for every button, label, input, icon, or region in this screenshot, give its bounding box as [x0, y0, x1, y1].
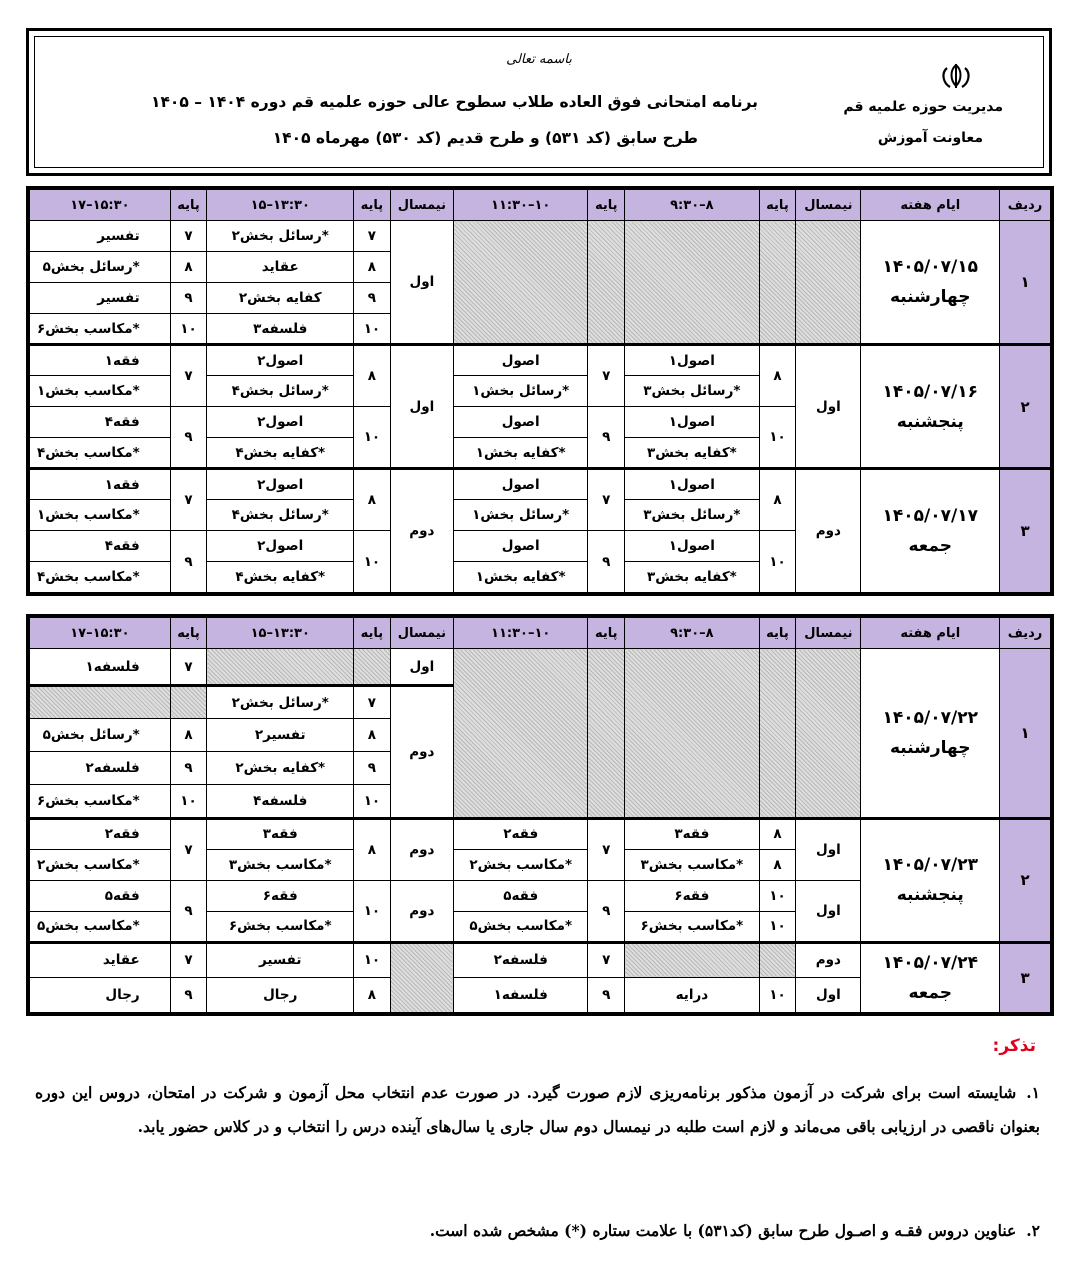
- course-cell: *مکاسب بخش۵: [30, 911, 171, 942]
- semester-cell: دوم: [796, 942, 861, 977]
- col-header-semester: نیمسال: [796, 618, 861, 649]
- iran-emblem-icon: [935, 63, 977, 89]
- course-cell: فقه۴: [30, 407, 171, 438]
- course-cell: تفسیر: [30, 283, 171, 314]
- level-cell: ۸: [170, 252, 207, 283]
- course-cell: *کفایه بخش۴: [207, 562, 354, 593]
- note-number: ۲.: [1026, 1221, 1040, 1240]
- level-cell: ۸: [759, 849, 796, 880]
- date-cell: [861, 942, 1000, 1012]
- course-cell: عقاید: [207, 252, 354, 283]
- course-cell: *مکاسب بخش۱: [30, 376, 171, 407]
- course-cell: *رسائل بخش۱: [453, 376, 588, 407]
- title-line-2: طرح سابق (کد ۵۳۱) و طرح قدیم (کد ۵۳۰) مهرماه ۱۴۰۵: [272, 129, 698, 147]
- col-header-level: پایه: [759, 618, 796, 649]
- level-cell: ۹: [170, 752, 207, 785]
- weekday: جمعه: [908, 536, 953, 556]
- course-cell: *مکاسب بخش۵: [453, 911, 588, 942]
- course-cell: *مکاسب بخش۴: [30, 438, 171, 469]
- level-cell: ۸: [354, 719, 391, 752]
- level-cell: ۸: [759, 469, 796, 531]
- course-cell: اصول۱: [625, 407, 760, 438]
- note-text: عناوین دروس فقـه و اصـول طرح سابق (کد۵۳۱) با علامت ستاره (*) مشخص شده است.: [429, 1221, 1017, 1240]
- empty-cell: [453, 649, 588, 819]
- course-cell: فلسفه۱: [453, 977, 588, 1012]
- course-cell: اصول: [453, 345, 588, 376]
- table-row: [30, 818, 1051, 849]
- level-cell: ۹: [588, 977, 625, 1012]
- course-cell: فلسفه۳: [207, 314, 354, 345]
- date: ۱۴۰۵/۰۷/۲۲: [882, 707, 978, 728]
- level-cell: ۷: [588, 818, 625, 880]
- semester-cell: اول: [796, 977, 861, 1012]
- level-cell: ۷: [170, 221, 207, 252]
- document-header: [26, 28, 1052, 176]
- course-cell: درایه: [625, 977, 760, 1012]
- empty-cell: [30, 686, 171, 719]
- course-cell: *کفایه بخش۳: [625, 438, 760, 469]
- col-header-level: پایه: [354, 618, 391, 649]
- org-name: مدیریت حوزه علمیه قم: [843, 99, 1003, 115]
- level-cell: ۷: [170, 818, 207, 880]
- empty-cell: [625, 942, 760, 977]
- course-cell: فقه۲: [453, 818, 588, 849]
- level-cell: ۱۰: [170, 314, 207, 345]
- level-cell: ۱۰: [759, 880, 796, 911]
- weekday: چهارشنبه: [889, 287, 971, 307]
- course-cell: اصول۲: [207, 531, 354, 562]
- course-cell: اصول۱: [625, 345, 760, 376]
- empty-cell: [588, 649, 625, 819]
- level-cell: ۱۰: [759, 977, 796, 1012]
- semester-cell: اول: [390, 221, 453, 345]
- course-cell: *کفایه بخش۱: [453, 438, 588, 469]
- note-item: [35, 1214, 1040, 1248]
- table-row: [30, 942, 1051, 977]
- course-cell: *رسائل بخش۲: [207, 221, 354, 252]
- level-cell: ۹: [588, 531, 625, 593]
- semester-cell: اول: [796, 345, 861, 469]
- course-cell: *مکاسب بخش۴: [30, 562, 171, 593]
- col-header-weekday: ایام هفته: [861, 618, 1000, 649]
- course-cell: فقه۴: [30, 531, 171, 562]
- course-cell: فقه۳: [207, 818, 354, 849]
- level-cell: ۱۰: [354, 314, 391, 345]
- course-cell: اصول۲: [207, 469, 354, 500]
- date: ۱۴۰۵/۰۷/۲۴: [882, 952, 978, 973]
- notes-heading: تذکر:: [992, 1036, 1036, 1056]
- level-cell: ۷: [170, 345, 207, 407]
- level-cell: ۱۰: [354, 407, 391, 469]
- col-header-level: پایه: [759, 190, 796, 221]
- date: ۱۴۰۵/۰۷/۲۳: [882, 855, 978, 876]
- semester-cell: دوم: [796, 469, 861, 593]
- course-cell: فقه۲: [30, 818, 171, 849]
- note-text: شایسته است برای شرکت در آزمون مذکور برنامه‌ریزی لازم صورت گیرد. در صورت عدم انتخاب محل آزمون و شرکت در امتحان، دروس این دوره بعنوان ناقصی در ارزیابی باقی می‌ماند و لازم است طلبه در نیمسال دوم سال جاری یا سال‌های آینده درس را انتخاب و در کلاس حضور یابد.: [35, 1083, 1040, 1136]
- course-cell: اصول: [453, 469, 588, 500]
- col-header-row: ردیف: [1000, 190, 1051, 221]
- course-cell: فقه۵: [453, 880, 588, 911]
- semester-cell: اول: [390, 345, 453, 469]
- course-cell: کفایه بخش۲: [207, 283, 354, 314]
- course-cell: *کفایه بخش۱: [453, 562, 588, 593]
- course-cell: *رسائل بخش۴: [207, 376, 354, 407]
- course-cell: فقه۵: [30, 880, 171, 911]
- table-row: [30, 221, 1051, 252]
- col-header-slot3: ۱۳:۳۰–۱۵: [207, 618, 354, 649]
- course-cell: فلسفه۲: [30, 752, 171, 785]
- col-header-slot2: ۱۰–۱۱:۳۰: [453, 190, 588, 221]
- col-header-row: ردیف: [1000, 618, 1051, 649]
- level-cell: ۷: [170, 942, 207, 977]
- level-cell: ۸: [354, 818, 391, 880]
- course-cell: فقه۶: [207, 880, 354, 911]
- semester-cell: اول: [796, 880, 861, 942]
- table-row: [30, 345, 1051, 376]
- level-cell: ۹: [354, 283, 391, 314]
- course-cell: *کفایه بخش۴: [207, 438, 354, 469]
- level-cell: ۷: [588, 469, 625, 531]
- empty-cell: [170, 686, 207, 719]
- empty-cell: [588, 221, 625, 345]
- table-row: [30, 469, 1051, 500]
- empty-cell: [759, 942, 796, 977]
- course-cell: اصول۲: [207, 407, 354, 438]
- semester-cell: اول: [390, 649, 453, 686]
- row-number: ۱: [1000, 649, 1051, 819]
- col-header-level: پایه: [170, 618, 207, 649]
- row-number: ۲: [1000, 818, 1051, 942]
- title-line-1: برنامه امتحانی فوق العاده طلاب سطوح عالی حوزه علمیه قم دوره ۱۴۰۴ – ۱۴۰۵: [151, 93, 758, 111]
- date-cell: [861, 818, 1000, 942]
- level-cell: ۹: [170, 880, 207, 942]
- course-cell: فقه۶: [625, 880, 760, 911]
- col-header-level: پایه: [588, 618, 625, 649]
- semester-cell: دوم: [390, 686, 453, 818]
- course-cell: *مکاسب بخش۳: [207, 849, 354, 880]
- course-cell: *رسائل بخش۳: [625, 500, 760, 531]
- course-cell: اصول۱: [625, 531, 760, 562]
- date-cell: [861, 345, 1000, 469]
- course-cell: *رسائل بخش۳: [625, 376, 760, 407]
- empty-cell: [796, 221, 861, 345]
- col-header-slot1: ۸–۹:۳۰: [625, 190, 760, 221]
- course-cell: *مکاسب بخش۲: [453, 849, 588, 880]
- table-header-row: [30, 618, 1051, 649]
- note-item: [35, 1076, 1040, 1144]
- course-cell: *مکاسب بخش۶: [30, 785, 171, 818]
- semester-cell: اول: [796, 818, 861, 880]
- course-cell: *مکاسب بخش۳: [625, 849, 760, 880]
- col-header-semester: نیمسال: [390, 618, 453, 649]
- level-cell: ۹: [170, 531, 207, 593]
- col-header-slot4: ۱۵:۳۰–۱۷: [30, 618, 171, 649]
- weekday: جمعه: [908, 982, 953, 1003]
- level-cell: ۸: [759, 345, 796, 407]
- course-cell: فقه۳: [625, 818, 760, 849]
- empty-cell: [796, 649, 861, 819]
- level-cell: ۹: [588, 407, 625, 469]
- course-cell: *کفایه بخش۳: [625, 562, 760, 593]
- course-cell: اصول: [453, 407, 588, 438]
- course-cell: تفسیر۲: [207, 719, 354, 752]
- level-cell: ۱۰: [354, 880, 391, 942]
- level-cell: ۷: [170, 649, 207, 686]
- empty-cell: [390, 942, 453, 1012]
- course-cell: *رسائل بخش۴: [207, 500, 354, 531]
- row-number: ۳: [1000, 469, 1051, 593]
- course-cell: عقاید: [30, 942, 171, 977]
- note-number: ۱.: [1026, 1083, 1040, 1102]
- semester-cell: دوم: [390, 880, 453, 942]
- org-department: معاونت آموزش: [877, 130, 983, 146]
- level-cell: ۱۰: [759, 911, 796, 942]
- schedule-table-week-1: [26, 186, 1054, 596]
- level-cell: ۸: [354, 252, 391, 283]
- level-cell: ۸: [759, 818, 796, 849]
- level-cell: ۱۰: [354, 531, 391, 593]
- date: ۱۴۰۵/۰۷/۱۷: [882, 506, 978, 526]
- level-cell: ۹: [170, 977, 207, 1012]
- course-cell: فقه۱: [30, 345, 171, 376]
- level-cell: ۷: [170, 469, 207, 531]
- col-header-slot4: ۱۵:۳۰–۱۷: [30, 190, 171, 221]
- empty-cell: [759, 221, 796, 345]
- course-cell: اصول۲: [207, 345, 354, 376]
- date-cell: [861, 221, 1000, 345]
- table-row: [30, 649, 1051, 686]
- level-cell: ۱۰: [759, 407, 796, 469]
- course-cell: فقه۱: [30, 469, 171, 500]
- course-cell: فلسفه۲: [453, 942, 588, 977]
- header-inner-frame: [34, 36, 1044, 168]
- level-cell: ۷: [354, 686, 391, 719]
- empty-cell: [625, 649, 760, 819]
- course-cell: فلسفه۴: [207, 785, 354, 818]
- course-cell: *رسائل بخش۵: [30, 719, 171, 752]
- level-cell: ۱۰: [354, 785, 391, 818]
- col-header-slot3: ۱۳:۳۰–۱۵: [207, 190, 354, 221]
- empty-cell: [759, 649, 796, 819]
- col-header-semester: نیمسال: [796, 190, 861, 221]
- course-cell: تفسیر: [30, 221, 171, 252]
- course-cell: *رسائل بخش۱: [453, 500, 588, 531]
- level-cell: ۹: [170, 407, 207, 469]
- col-header-slot2: ۱۰–۱۱:۳۰: [453, 618, 588, 649]
- empty-cell: [354, 649, 391, 686]
- level-cell: ۷: [588, 345, 625, 407]
- table-header-row: [30, 190, 1051, 221]
- semester-cell: دوم: [390, 469, 453, 593]
- schedule-table-week-2: [26, 614, 1054, 1016]
- course-cell: رجال: [30, 977, 171, 1012]
- bismillah: باسمه تعالی: [506, 52, 572, 67]
- course-cell: *کفایه بخش۲: [207, 752, 354, 785]
- course-cell: *مکاسب بخش۶: [207, 911, 354, 942]
- col-header-level: پایه: [588, 190, 625, 221]
- level-cell: ۷: [588, 942, 625, 977]
- course-cell: *رسائل بخش۲: [207, 686, 354, 719]
- weekday: پنجشنبه: [896, 411, 964, 432]
- course-cell: *رسائل بخش۵: [30, 252, 171, 283]
- col-header-semester: نیمسال: [390, 190, 453, 221]
- empty-cell: [625, 221, 760, 345]
- empty-cell: [207, 649, 354, 686]
- course-cell: *مکاسب بخش۲: [30, 849, 171, 880]
- level-cell: ۸: [354, 977, 391, 1012]
- level-cell: ۸: [354, 469, 391, 531]
- level-cell: ۱۰: [170, 785, 207, 818]
- col-header-weekday: ایام هفته: [861, 190, 1000, 221]
- level-cell: ۱۰: [354, 942, 391, 977]
- level-cell: ۹: [170, 283, 207, 314]
- row-number: ۱: [1000, 221, 1051, 345]
- col-header-slot1: ۸–۹:۳۰: [625, 618, 760, 649]
- weekday: پنجشنبه: [896, 885, 964, 906]
- row-number: ۲: [1000, 345, 1051, 469]
- level-cell: ۹: [588, 880, 625, 942]
- col-header-level: پایه: [170, 190, 207, 221]
- course-cell: *مکاسب بخش۶: [625, 911, 760, 942]
- level-cell: ۸: [170, 719, 207, 752]
- weekday: چهارشنبه: [889, 737, 971, 758]
- course-cell: *مکاسب بخش۱: [30, 500, 171, 531]
- course-cell: اصول۱: [625, 469, 760, 500]
- date-cell: [861, 469, 1000, 593]
- empty-cell: [453, 221, 588, 345]
- course-cell: فلسفه۱: [30, 649, 171, 686]
- level-cell: ۹: [354, 752, 391, 785]
- date: ۱۴۰۵/۰۷/۱۵: [882, 257, 978, 277]
- row-number: ۳: [1000, 942, 1051, 1012]
- date: ۱۴۰۵/۰۷/۱۶: [882, 381, 978, 402]
- course-cell: تفسیر: [207, 942, 354, 977]
- course-cell: اصول: [453, 531, 588, 562]
- date-cell: [861, 649, 1000, 819]
- course-cell: رجال: [207, 977, 354, 1012]
- level-cell: ۱۰: [759, 531, 796, 593]
- level-cell: ۷: [354, 221, 391, 252]
- semester-cell: دوم: [390, 818, 453, 880]
- col-header-level: پایه: [354, 190, 391, 221]
- level-cell: ۸: [354, 345, 391, 407]
- course-cell: *مکاسب بخش۶: [30, 314, 171, 345]
